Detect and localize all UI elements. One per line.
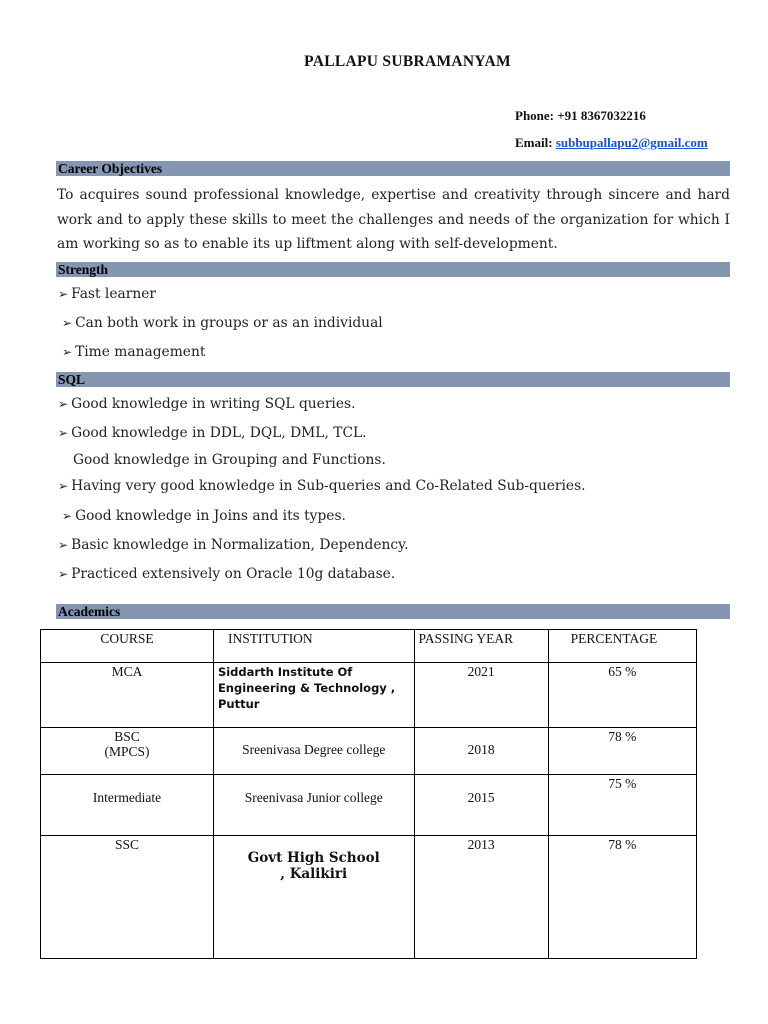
year-cell: 2013 [414,836,548,959]
strength-item [62,315,383,331]
arrow-bullet-icon: ➢ [62,509,73,523]
sql-item [62,508,346,524]
phone-value: +91 8367032216 [557,108,646,123]
year-cell: 2021 [414,663,548,728]
percentage-cell: 75 % [548,775,696,836]
sql-item-text: Practiced extensively on Oracle 10g database. [71,566,396,582]
strength-item [58,286,156,302]
sql-item [58,396,355,412]
column-header-passing-year: PASSING YEAR [414,630,548,663]
institution-cell [213,836,414,959]
course-cell: SSC [41,836,214,959]
column-header-percentage: PERCENTAGE [548,630,696,663]
sql-item-text: Having very good knowledge in Sub-queries and Co-Related Sub-queries. [71,478,586,494]
arrow-bullet-icon: ➢ [62,316,73,330]
institution-cell: Sreenivasa Junior college [213,775,414,836]
course-cell [41,728,214,775]
arrow-bullet-icon: ➢ [58,567,69,581]
strength-item-text: Fast learner [71,286,156,302]
percentage-cell: 65 % [548,663,696,728]
sql-item [73,452,386,468]
sql-item [58,478,586,494]
institution-text: Govt High School , Kalikiri [247,850,380,882]
column-header-course: COURSE [41,630,214,663]
course-text: BSC [114,729,140,744]
career-objectives-text: To acquires sound professional knowledge, expertise and creativity through sincere and hard work and to apply these skills to meet the challenges and needs of the organization for which I am working so as to enable its up liftment along with self-development. [57,187,730,252]
arrow-bullet-icon: ➢ [58,538,69,552]
table-header-row [41,630,697,663]
arrow-bullet-icon: ➢ [58,426,69,440]
institution-text: Siddarth Institute Of Engineering & Technology , Puttur [217,665,396,711]
table-row [41,728,697,775]
percentage-cell: 78 % [548,728,696,775]
table-row [41,836,697,959]
course-cell: Intermediate [41,775,214,836]
arrow-bullet-icon: ➢ [58,479,69,493]
institution-cell: Sreenivasa Degree college [213,728,414,775]
sql-item-text: Good knowledge in DDL, DQL, DML, TCL. [71,425,367,441]
phone-label: Phone: [515,108,554,123]
sql-item [58,537,408,553]
strength-heading: Strength [56,262,730,277]
column-header-institution: INSTITUTION [213,630,414,663]
sql-item-text: Good knowledge in writing SQL queries. [71,396,356,412]
sql-heading: SQL [56,372,730,387]
sql-item [58,566,395,582]
career-objectives-heading: Career Objectives [56,161,730,176]
arrow-bullet-icon: ➢ [62,345,73,359]
phone-line [515,108,646,124]
table-row [41,663,697,728]
year-cell: 2018 [414,728,548,775]
strength-item-text: Time management [75,344,206,360]
arrow-bullet-icon: ➢ [58,287,69,301]
course-subtext: (MPCS) [104,744,150,759]
course-cell: MCA [41,663,214,728]
institution-cell [213,663,414,728]
sql-item [58,425,367,441]
sql-item-text: Basic knowledge in Normalization, Dependency. [71,537,409,553]
strength-item [62,344,205,360]
sql-item-text: Good knowledge in Joins and its types. [75,508,346,524]
email-link[interactable]: subbupallapu2@gmail.com [555,135,708,150]
email-label: Email: [515,135,553,150]
resume-name: PALLAPU SUBRAMANYAM [304,53,511,70]
percentage-cell: 78 % [548,836,696,959]
strength-item-text: Can both work in groups or as an individual [75,315,383,331]
academics-heading: Academics [56,604,730,619]
academics-table [40,629,697,959]
arrow-bullet-icon: ➢ [58,397,69,411]
table-row [41,775,697,836]
sql-item-text: Good knowledge in Grouping and Functions. [73,452,386,468]
email-line [515,135,708,151]
year-cell: 2015 [414,775,548,836]
